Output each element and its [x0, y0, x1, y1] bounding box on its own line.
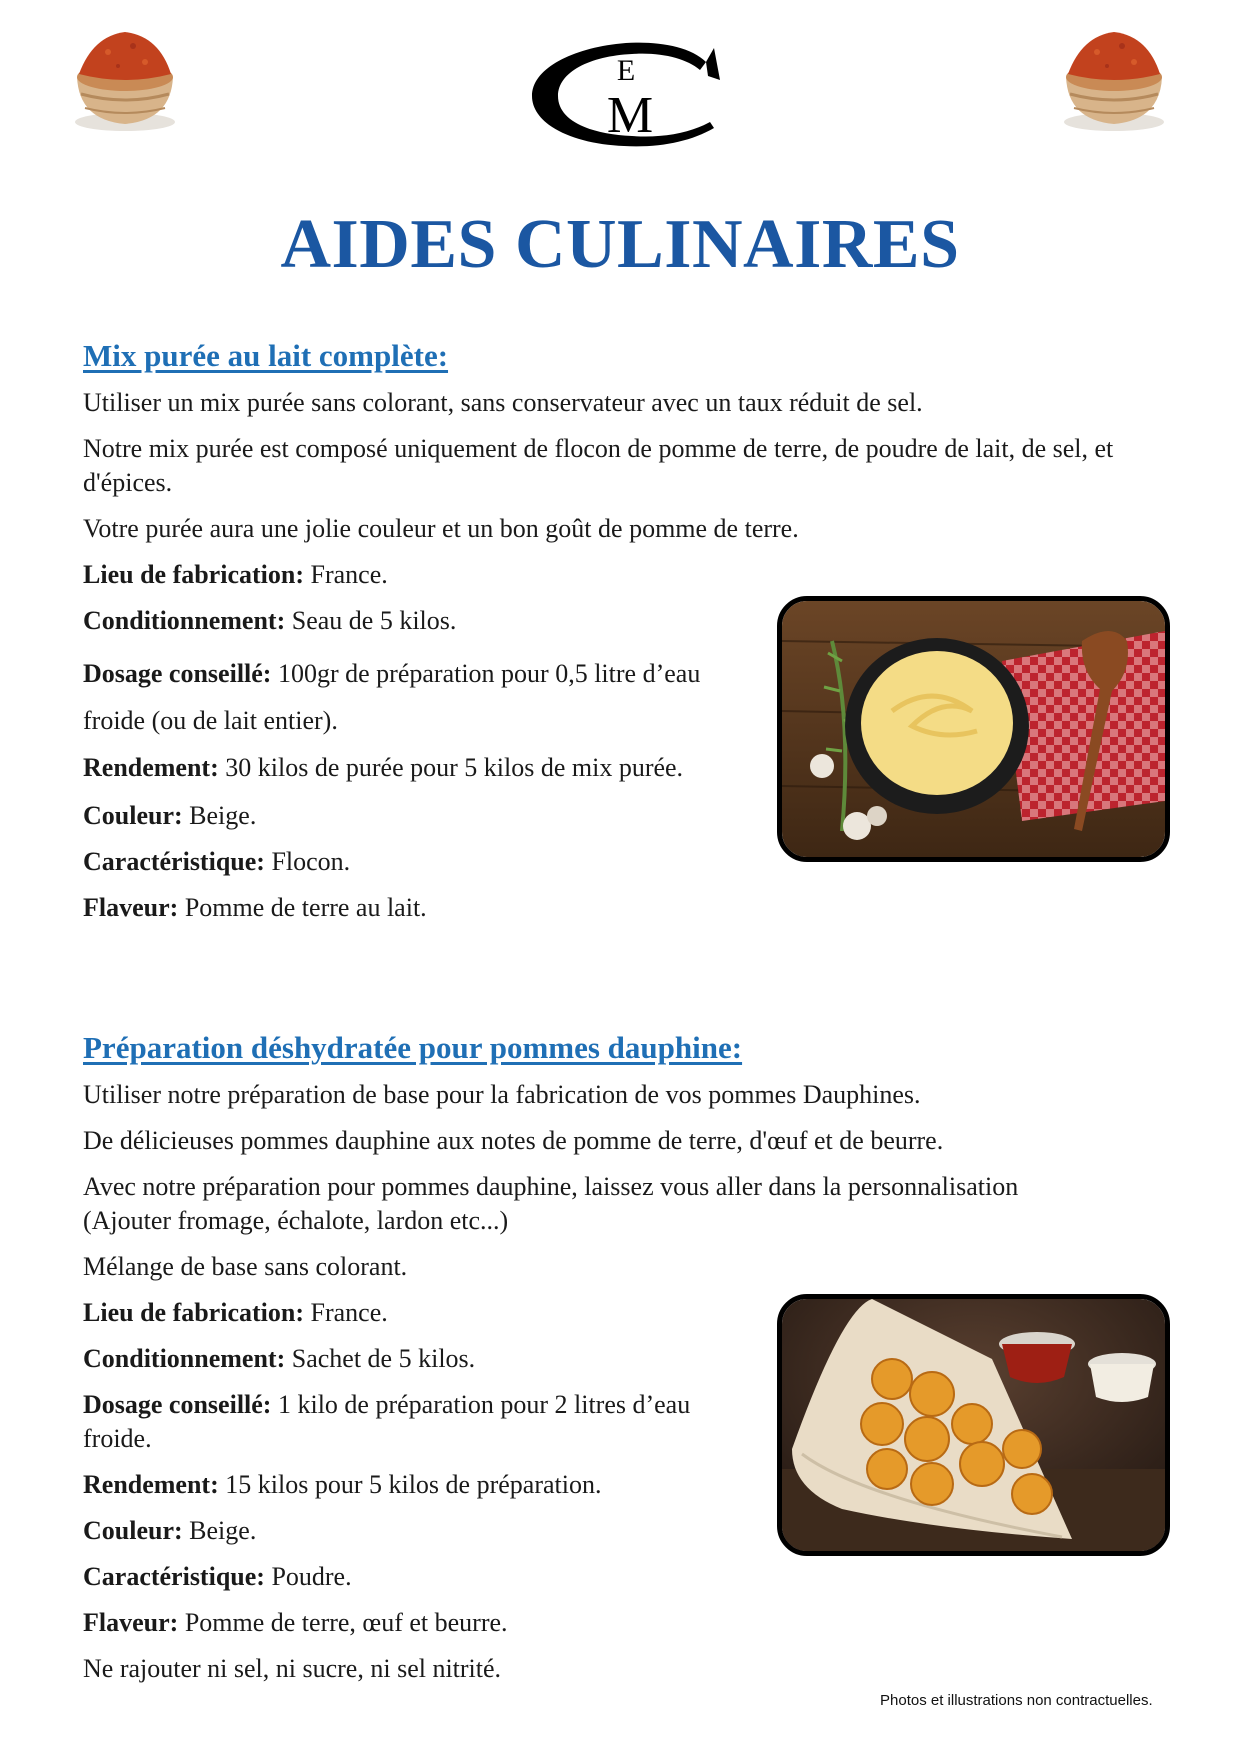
svg-text:E: E: [616, 54, 636, 87]
property-label: Lieu de fabrication:: [83, 1298, 304, 1327]
property-value: Pomme de terre, œuf et beurre.: [178, 1608, 508, 1637]
mashed-potato-photo: [777, 596, 1170, 862]
spice-bowl-image: [63, 22, 188, 137]
paragraph: Utiliser un mix purée sans colorant, sans conservateur avec un taux réduit de sel.: [83, 388, 923, 417]
property-value: 30 kilos de purée pour 5 kilos de mix purée.: [218, 753, 684, 782]
property-label: Dosage conseillé:: [83, 659, 272, 688]
property-label: Caractéristique:: [83, 847, 265, 876]
property-value: Sachet de 5 kilos.: [285, 1344, 476, 1373]
property-row: [83, 1606, 1173, 1640]
property-value: 15 kilos pour 5 kilos de préparation.: [218, 1470, 602, 1499]
property-label: Dosage conseillé:: [83, 1390, 272, 1419]
property-value: Seau de 5 kilos.: [285, 606, 457, 635]
page-title: AIDES CULINAIRES: [280, 206, 960, 283]
property-row: [83, 1388, 763, 1456]
property-label: Rendement:: [83, 1470, 219, 1499]
property-value: Flocon.: [264, 847, 351, 876]
property-label: Rendement:: [83, 753, 219, 782]
property-label: Lieu de fabrication:: [83, 560, 304, 589]
svg-text:M: M: [606, 87, 654, 144]
property-value: Beige.: [182, 801, 257, 830]
property-label: Conditionnement:: [83, 606, 286, 635]
paragraph: Votre purée aura une jolie couleur et un bon goût de pomme de terre.: [83, 514, 799, 543]
closing-note: Ne rajouter ni sel, ni sucre, ni sel nitrité.: [83, 1654, 502, 1683]
paragraph: Utiliser notre préparation de base pour la fabrication de vos pommes Dauphines.: [83, 1080, 921, 1109]
property-row: [83, 1560, 1173, 1594]
paragraph: De délicieuses pommes dauphine aux notes de pomme de terre, d'œuf et de beurre.: [83, 1126, 944, 1155]
property-row: [83, 744, 763, 791]
property-value: 100gr de préparation pour 0,5 litre d’eau froide (ou de lait entier).: [83, 659, 701, 735]
section-title: Mix purée au lait complète:: [83, 338, 449, 373]
paragraph: Mélange de base sans colorant.: [83, 1252, 408, 1281]
property-label: Couleur:: [83, 1516, 183, 1545]
property-label: Flaveur:: [83, 1608, 179, 1637]
paragraph: Notre mix purée est composé uniquement de flocon de pomme de terre, de poudre de lait, de sel, et d'épices.: [83, 434, 1114, 497]
property-row: [83, 558, 1173, 592]
pommes-dauphine-photo: [777, 1294, 1170, 1556]
property-label: Caractéristique:: [83, 1562, 265, 1591]
paragraph: Avec notre préparation pour pommes dauphine, laissez vous aller dans la personnalisation (Ajouter fromage, échalote, lardon etc...): [83, 1172, 1019, 1235]
property-value: France.: [304, 560, 388, 589]
disclaimer-text: Photos et illustrations non contractuelles.: [880, 1692, 1153, 1709]
property-value: Beige.: [182, 1516, 257, 1545]
property-row: [83, 891, 1173, 925]
property-value: France.: [304, 1298, 388, 1327]
spice-bowl-image: [1052, 22, 1177, 137]
property-label: Conditionnement:: [83, 1344, 286, 1373]
property-row: [83, 650, 763, 744]
section-title: Préparation déshydratée pour pommes dauphine:: [83, 1030, 743, 1065]
cem-logo: [528, 40, 733, 150]
property-value: Poudre.: [264, 1562, 352, 1591]
property-label: Flaveur:: [83, 893, 179, 922]
property-value: 1 kilo de préparation pour 2 litres d’eau froide.: [83, 1390, 691, 1453]
property-label: Couleur:: [83, 801, 183, 830]
property-value: Pomme de terre au lait.: [178, 893, 427, 922]
